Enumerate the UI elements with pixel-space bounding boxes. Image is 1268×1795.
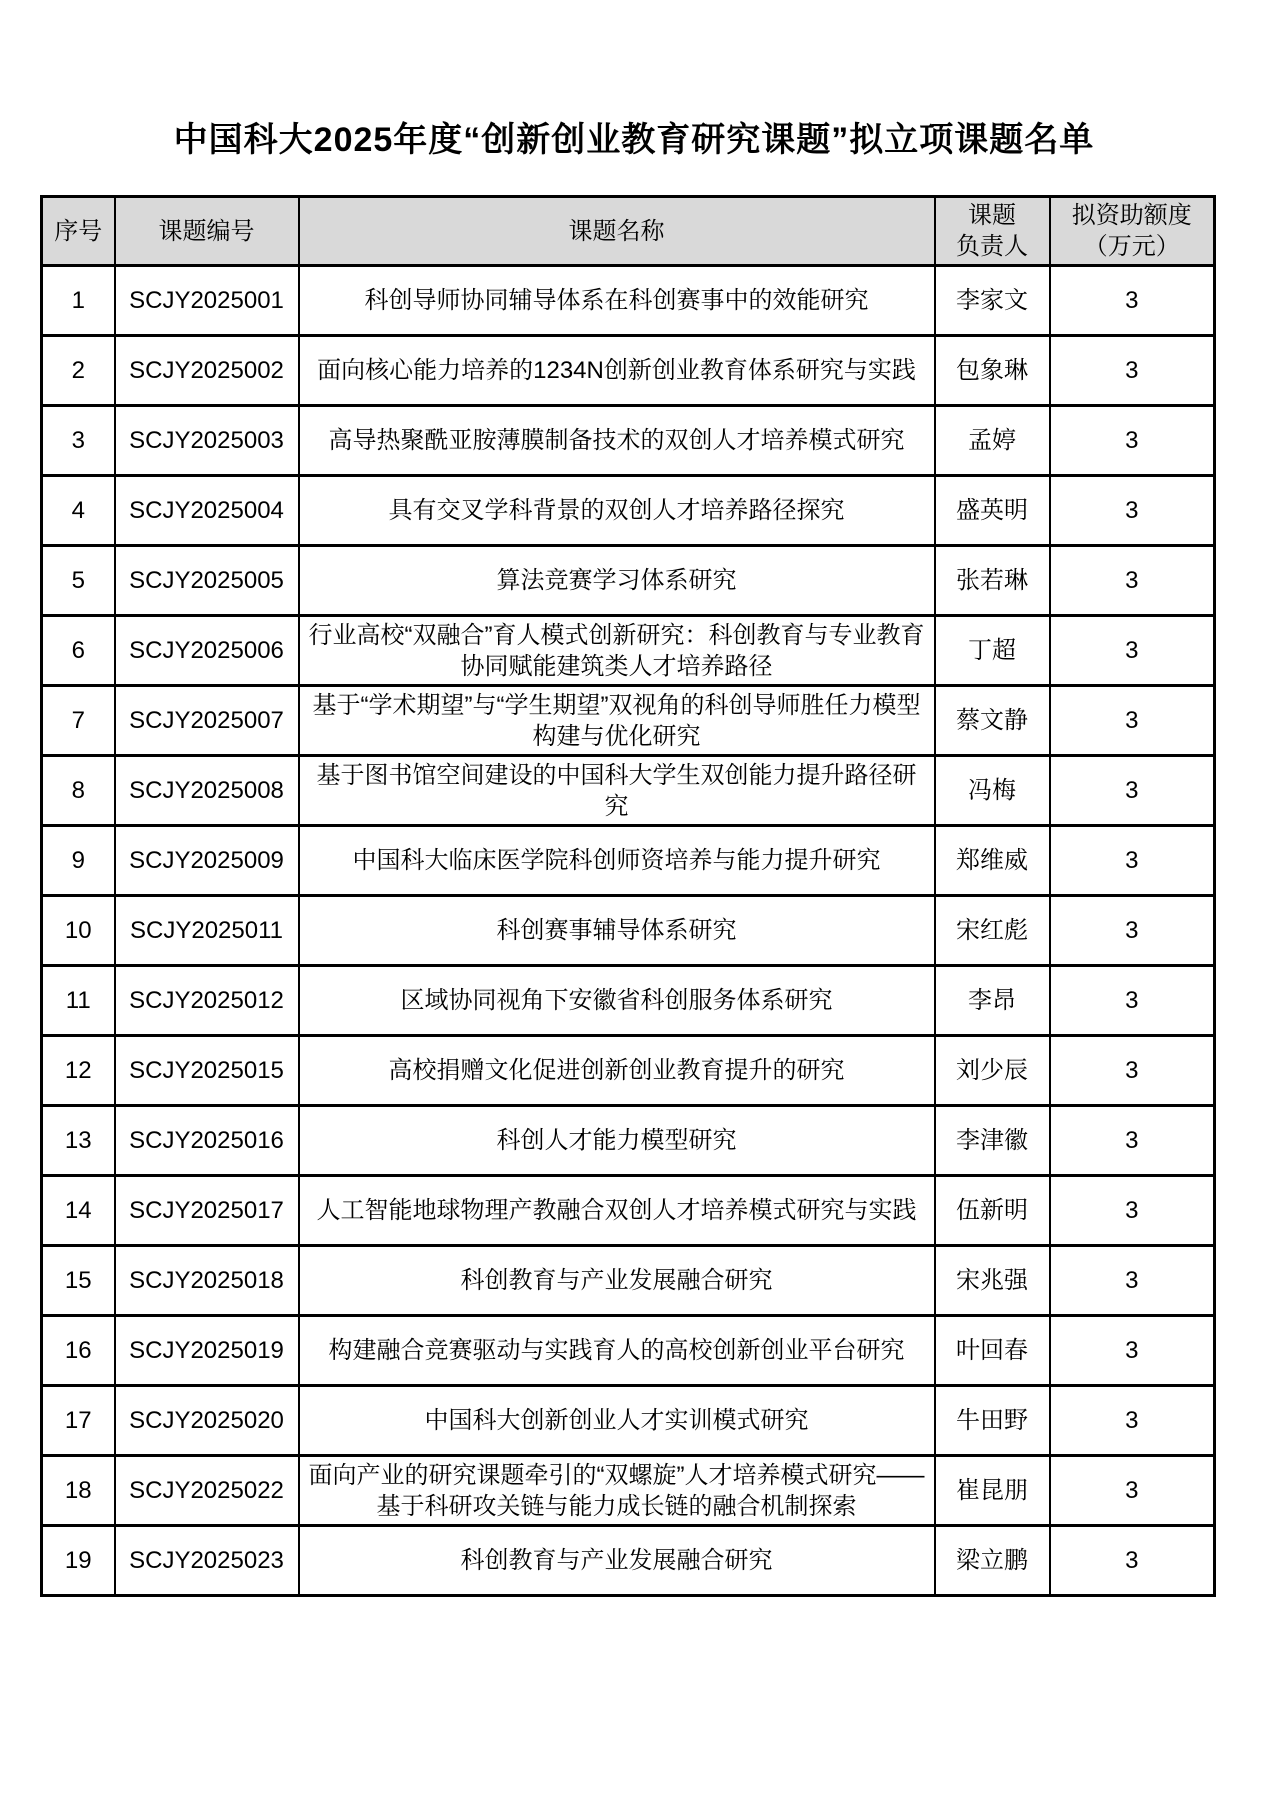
project-code-cell: SCJY2025006 [115,616,299,686]
project-leader-cell: 宋兆强 [935,1246,1050,1316]
table-row [42,1176,1215,1246]
project-name-cell: 面向产业的研究课题牵引的“双螺旋”人才培养模式研究——基于科研攻关链与能力成长链的融合机制探索 [299,1456,935,1526]
funding-amount-cell: 3 [1050,616,1215,686]
project-leader-cell: 冯梅 [935,756,1050,826]
project-code-cell: SCJY2025002 [115,336,299,406]
row-number-cell: 9 [42,826,115,896]
funding-amount-cell: 3 [1050,546,1215,616]
header-cell-fund [1050,197,1215,266]
project-leader-cell: 宋红彪 [935,896,1050,966]
header-cell-name: 课题名称 [299,197,935,266]
row-number-cell: 3 [42,406,115,476]
project-code-cell: SCJY2025022 [115,1456,299,1526]
row-number-cell: 17 [42,1386,115,1456]
table-row [42,266,1215,336]
table-row [42,1036,1215,1106]
funding-amount-cell: 3 [1050,686,1215,756]
funding-amount-cell: 3 [1050,1176,1215,1246]
project-name-cell: 基于图书馆空间建设的中国科大学生双创能力提升路径研究 [299,756,935,826]
funding-amount-cell: 3 [1050,826,1215,896]
funding-amount-cell: 3 [1050,1526,1215,1596]
table-row [42,1456,1215,1526]
row-number-cell: 13 [42,1106,115,1176]
project-name-cell: 构建融合竞赛驱动与实践育人的高校创新创业平台研究 [299,1316,935,1386]
project-code-cell: SCJY2025016 [115,1106,299,1176]
project-leader-cell: 梁立鹏 [935,1526,1050,1596]
project-leader-cell: 蔡文静 [935,686,1050,756]
project-name-cell: 具有交叉学科背景的双创人才培养路径探究 [299,476,935,546]
header-leader-line2: 负责人 [956,233,1028,260]
funding-amount-cell: 3 [1050,476,1215,546]
row-number-cell: 1 [42,266,115,336]
funding-amount-cell: 3 [1050,1246,1215,1316]
table-row [42,406,1215,476]
funding-amount-cell: 3 [1050,756,1215,826]
project-name-cell: 高导热聚酰亚胺薄膜制备技术的双创人才培养模式研究 [299,406,935,476]
project-name-cell: 人工智能地球物理产教融合双创人才培养模式研究与实践 [299,1176,935,1246]
table-row [42,476,1215,546]
header-row [42,197,1215,266]
row-number-cell: 14 [42,1176,115,1246]
project-leader-cell: 孟婷 [935,406,1050,476]
header-leader-line1: 课题 [968,202,1016,229]
row-number-cell: 7 [42,686,115,756]
table-row [42,336,1215,406]
row-number-cell: 2 [42,336,115,406]
table-body [42,266,1215,1596]
funding-amount-cell: 3 [1050,896,1215,966]
table-row [42,896,1215,966]
funding-amount-cell: 3 [1050,1456,1215,1526]
project-leader-cell: 崔昆朋 [935,1456,1050,1526]
row-number-cell: 8 [42,756,115,826]
table-row [42,1106,1215,1176]
project-name-cell: 基于“学术期望”与“学生期望”双视角的科创导师胜任力模型构建与优化研究 [299,686,935,756]
project-code-cell: SCJY2025023 [115,1526,299,1596]
row-number-cell: 5 [42,546,115,616]
project-name-cell: 中国科大临床医学院科创师资培养与能力提升研究 [299,826,935,896]
row-number-cell: 6 [42,616,115,686]
table-row [42,826,1215,896]
project-code-cell: SCJY2025011 [115,896,299,966]
funding-amount-cell: 3 [1050,406,1215,476]
project-leader-cell: 李家文 [935,266,1050,336]
project-name-cell: 行业高校“双融合”育人模式创新研究：科创教育与专业教育协同赋能建筑类人才培养路径 [299,616,935,686]
table-header [42,197,1215,266]
row-number-cell: 19 [42,1526,115,1596]
row-number-cell: 16 [42,1316,115,1386]
project-name-cell: 面向核心能力培养的1234N创新创业教育体系研究与实践 [299,336,935,406]
project-code-cell: SCJY2025020 [115,1386,299,1456]
project-name-cell: 科创赛事辅导体系研究 [299,896,935,966]
project-name-cell: 科创教育与产业发展融合研究 [299,1246,935,1316]
table-row [42,616,1215,686]
row-number-cell: 18 [42,1456,115,1526]
table-row [42,1316,1215,1386]
project-code-cell: SCJY2025017 [115,1176,299,1246]
project-code-cell: SCJY2025001 [115,266,299,336]
project-leader-cell: 包象琳 [935,336,1050,406]
project-list-table [40,195,1216,1597]
project-name-cell: 科创导师协同辅导体系在科创赛事中的效能研究 [299,266,935,336]
header-fund-line2: （万元） [1083,233,1180,260]
funding-amount-cell: 3 [1050,336,1215,406]
table-row [42,756,1215,826]
funding-amount-cell: 3 [1050,1036,1215,1106]
project-name-cell: 科创人才能力模型研究 [299,1106,935,1176]
project-code-cell: SCJY2025018 [115,1246,299,1316]
project-leader-cell: 叶回春 [935,1316,1050,1386]
header-cell-leader [935,197,1050,266]
table-row [42,1386,1215,1456]
header-fund-line1: 拟资助额度 [1071,202,1192,229]
project-leader-cell: 刘少辰 [935,1036,1050,1106]
project-code-cell: SCJY2025004 [115,476,299,546]
table-row [42,1526,1215,1596]
table-row [42,1246,1215,1316]
table-row [42,966,1215,1036]
project-leader-cell: 盛英明 [935,476,1050,546]
row-number-cell: 4 [42,476,115,546]
row-number-cell: 11 [42,966,115,1036]
project-leader-cell: 李昂 [935,966,1050,1036]
header-cell-no: 序号 [42,197,115,266]
header-cell-code: 课题编号 [115,197,299,266]
row-number-cell: 10 [42,896,115,966]
table-row [42,546,1215,616]
project-code-cell: SCJY2025007 [115,686,299,756]
funding-amount-cell: 3 [1050,1106,1215,1176]
project-code-cell: SCJY2025008 [115,756,299,826]
table-row [42,686,1215,756]
project-name-cell: 算法竞赛学习体系研究 [299,546,935,616]
project-name-cell: 高校捐赠文化促进创新创业教育提升的研究 [299,1036,935,1106]
project-code-cell: SCJY2025019 [115,1316,299,1386]
project-leader-cell: 张若琳 [935,546,1050,616]
row-number-cell: 15 [42,1246,115,1316]
project-code-cell: SCJY2025012 [115,966,299,1036]
project-code-cell: SCJY2025015 [115,1036,299,1106]
project-name-cell: 中国科大创新创业人才实训模式研究 [299,1386,935,1456]
project-leader-cell: 郑维威 [935,826,1050,896]
project-code-cell: SCJY2025009 [115,826,299,896]
project-name-cell: 科创教育与产业发展融合研究 [299,1526,935,1596]
project-leader-cell: 丁超 [935,616,1050,686]
funding-amount-cell: 3 [1050,266,1215,336]
row-number-cell: 12 [42,1036,115,1106]
project-leader-cell: 李津徽 [935,1106,1050,1176]
project-code-cell: SCJY2025005 [115,546,299,616]
project-leader-cell: 伍新明 [935,1176,1050,1246]
project-name-cell: 区域协同视角下安徽省科创服务体系研究 [299,966,935,1036]
project-leader-cell: 牛田野 [935,1386,1050,1456]
funding-amount-cell: 3 [1050,1316,1215,1386]
funding-amount-cell: 3 [1050,1386,1215,1456]
project-code-cell: SCJY2025003 [115,406,299,476]
page-title: 中国科大2025年度“创新创业教育研究课题”拟立项课题名单 [173,121,1095,159]
funding-amount-cell: 3 [1050,966,1215,1036]
